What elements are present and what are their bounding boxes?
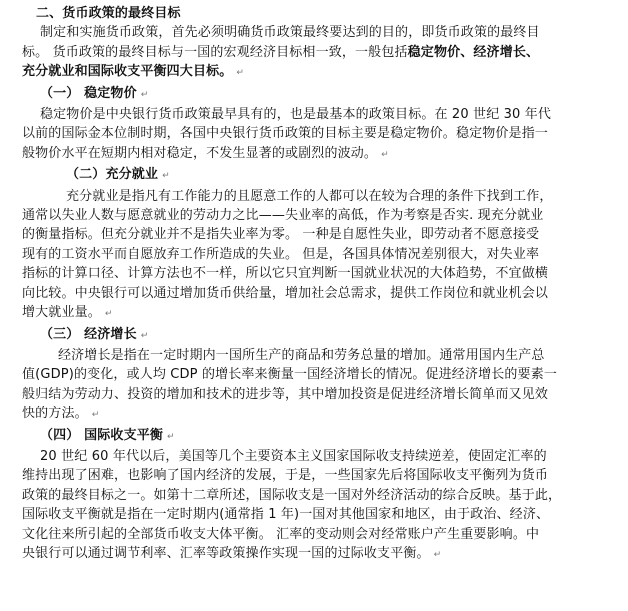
growth-line-4 <box>22 404 620 425</box>
employment-text-5: 指标的计算口径、计算方法也不一样，所以它只宜判断一国就业状况的大体趋势，不宜做横 <box>22 266 549 282</box>
growth-line-1 <box>22 346 620 365</box>
heading-economic-growth-text: （三） 经济增长 <box>40 326 137 342</box>
intro-line-1 <box>22 23 620 42</box>
intro-text-2b: 稳定物价、经济增长、 <box>407 44 540 60</box>
employment-line-2 <box>22 206 620 225</box>
section-title-text: 二、货币政策的最终目标 <box>36 6 181 21</box>
price-line-3 <box>22 144 620 165</box>
price-line-1 <box>22 105 620 124</box>
employment-line-1 <box>22 187 620 206</box>
balance-line-2 <box>22 466 620 485</box>
paragraph-mark: ↵ <box>140 330 149 341</box>
growth-text-1: 经济增长是指在一定时期内一国所生产的商品和劳务总量的增加。通常用国内生产总 <box>58 347 545 363</box>
intro-text-3: 充分就业和国际收支平衡四大目标。 <box>22 64 233 80</box>
paragraph-mark: ↵ <box>167 431 175 442</box>
employment-text-6: 向比较。中央银行可以通过增加货币供给量，增加社会总需求，提供工作岗位和就业机会以 <box>22 285 549 301</box>
growth-line-2 <box>22 365 620 384</box>
paragraph-mark: ↵ <box>236 68 245 79</box>
heading-full-employment-text: （二）充分就业 <box>66 167 159 183</box>
employment-line-5 <box>22 264 620 283</box>
balance-line-1 <box>22 447 620 466</box>
employment-line-7 <box>22 303 620 324</box>
growth-text-2: 值(GDP)的变化，或人均 CDP 的增长率来衡量一国经济增长的情况。促进经济增长的要素一 <box>22 367 558 383</box>
balance-text-4: 国际收支平衡就是指在一定时期内(通常指 1 年)一国对其他国家和地区，由于政治、经济、 <box>22 507 550 523</box>
employment-line-3 <box>22 225 620 244</box>
employment-text-2: 通常以失业人数与愿意就业的劳动力之比——失业率的高低，作为考察是否实. 现充分就业 <box>22 208 544 224</box>
price-text-3: 般物价水平在短期内相对稳定，不发生显著的或剧烈的波动。 <box>22 145 378 161</box>
paragraph-mark: ↵ <box>381 149 389 160</box>
price-line-2 <box>22 124 620 143</box>
heading-full-employment <box>22 165 620 186</box>
balance-text-2: 维持出现了困难，也影响了国内经济的发展，于是，一些国家先后将国际收支平衡列为货币 <box>22 468 549 484</box>
employment-text-7: 增大就业量。 <box>22 305 101 321</box>
balance-line-6 <box>22 544 620 565</box>
heading-economic-growth <box>22 325 620 346</box>
growth-line-3 <box>22 385 620 404</box>
heading-balance-of-payments <box>22 426 620 447</box>
balance-text-6: 央银行可以通过调节利率、汇率等政策操作实现一国的过际收支平衡。 <box>22 545 430 561</box>
intro-line-2 <box>22 43 620 62</box>
intro-text-1: 制定和实施货币政策，首先必须明确货币政策最终要达到的目的，即货币政策的最终目 <box>40 25 540 41</box>
balance-line-3 <box>22 486 620 505</box>
employment-line-4 <box>22 245 620 264</box>
growth-text-4: 快的方法。 <box>22 406 88 422</box>
paragraph-mark: ↵ <box>104 309 113 320</box>
price-text-2: 以前的国际金本位制时期，各国中央银行货币政策的目标主要是稳定物价。稳定物价是指一 <box>22 126 549 142</box>
employment-text-4: 现有的工资水平而自愿放弃工作所造成的失业。 但是，各国具体情况差别很大，对失业率 <box>22 246 540 262</box>
section-title <box>22 4 620 23</box>
balance-text-1: 20 世纪 60 年代以后，美国等几个主要资本主义国家国际收支持续逆差，使固定汇率的 <box>40 448 547 464</box>
balance-line-4 <box>22 505 620 524</box>
employment-line-6 <box>22 284 620 303</box>
paragraph-mark: ↵ <box>140 89 149 100</box>
employment-text-1: 充分就业是指凡有工作能力的且愿意工作的人都可以在较为合理的条件下找到工作， <box>66 188 553 204</box>
price-text-1: 稳定物价是中央银行货币政策最早具有的，也是最基本的政策目标。在 20 世纪 30 年代 <box>40 107 552 123</box>
heading-balance-of-payments-text: （四） 国际收支平衡 <box>40 427 164 443</box>
paragraph-mark: ↵ <box>433 549 442 560</box>
balance-text-5: 文化往来所引起的全部货币收支大体平衡。 汇率的变动则会对经常账户产生重要影响。中 <box>22 526 540 542</box>
growth-text-3: 般归结为劳动力、投资的增加和技术的进步等，其中增加投资是促进经济增长简单而又见效 <box>22 386 549 402</box>
paragraph-mark: ↵ <box>162 171 170 182</box>
balance-line-5 <box>22 525 620 544</box>
balance-text-3: 政策的最终目标之一。如第十二章所述，国际收支是一国对外经济活动的综合反映。基于此， <box>22 487 562 503</box>
heading-price-stability-text: （一） 稳定物价 <box>40 85 137 101</box>
intro-text-2a: 标。 货币政策的最终目标与一国的宏观经济目标相一致，一般包括 <box>22 44 408 60</box>
paragraph-mark: ↵ <box>91 410 100 421</box>
employment-text-3: 的衡量指标。但充分就业并不是指失业率为零。 一种是自愿性失业，即劳动者不愿意接受 <box>22 227 540 243</box>
heading-price-stability <box>22 84 620 105</box>
intro-line-3 <box>22 62 620 83</box>
